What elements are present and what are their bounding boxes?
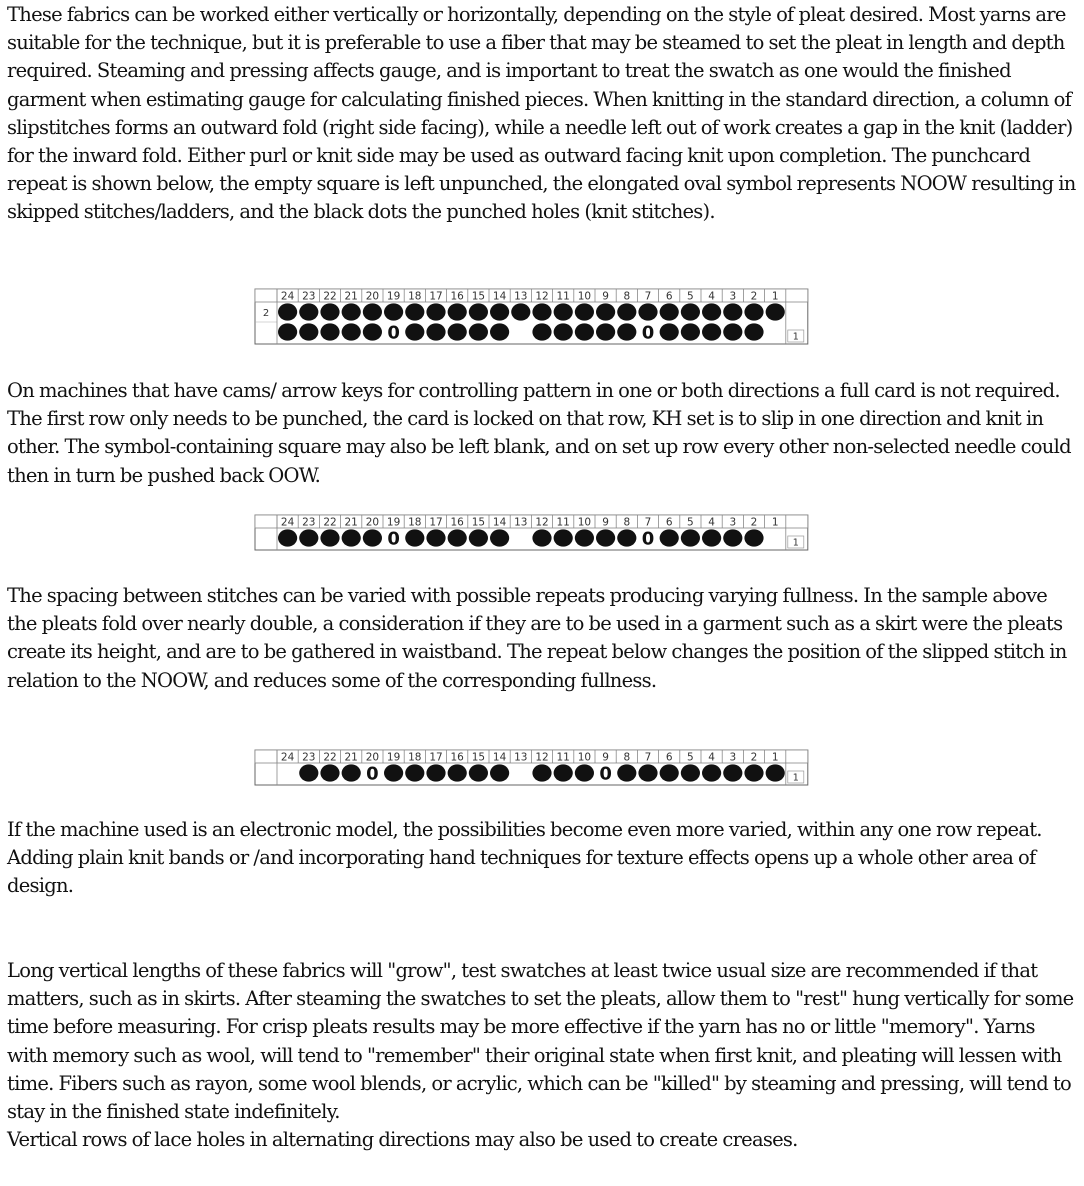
punched-hole	[342, 323, 361, 340]
cams-paragraph: On machines that have cams/ arrow keys for controlling pattern in one or both directions a full card is not required. The first row only needs to be punched, the card is locked on that row, KH set is to slip in one direction and knit in other. The symbol-containing square may also be left blank, and on set up row every other non-selected needle could then in turn be pushed back OOW.	[7, 379, 1071, 487]
punched-hole	[426, 529, 445, 546]
punched-hole	[426, 764, 445, 781]
column-label-16: 16	[450, 751, 464, 764]
punched-hole	[575, 323, 594, 340]
column-label-13: 13	[514, 751, 528, 764]
column-label-20: 20	[365, 751, 380, 764]
punched-hole	[723, 764, 742, 781]
punched-hole	[660, 529, 679, 546]
column-label-18: 18	[408, 516, 422, 529]
column-label-15: 15	[471, 516, 486, 529]
punched-hole	[448, 529, 467, 546]
punched-hole	[405, 303, 424, 320]
punched-hole	[596, 529, 615, 546]
column-label-8: 8	[623, 516, 631, 529]
column-label-21: 21	[344, 290, 358, 303]
column-label-17: 17	[429, 751, 443, 764]
growth-paragraph: Long vertical lengths of these fabrics will "grow", test swatches at least twice usual size are recommended if that matters, such as in skirts. After steaming the swatches to set the pleats, allow them to "rest" hung vertically for some time before measuring. For crisp pleats results may be more effective if the yarn has no or little "memory". Yarns with memory such as wool, will tend to "remember" their original state when first knit, and pleating will lessen with time. Fibers such as rayon, some wool blends, or acrylic, which can be "killed" by steaming and pressing, will tend to stay in the finished state indefinitely. Vertical rows of lace holes in alternating directions may also be used to create creases.	[7, 959, 1074, 1152]
column-label-12: 12	[535, 516, 549, 529]
column-label-4: 4	[708, 516, 715, 529]
column-label-22: 22	[323, 290, 337, 303]
punched-hole	[596, 303, 615, 320]
punched-hole	[342, 764, 361, 781]
punched-hole	[363, 303, 382, 320]
noow-oval-symbol: 0	[641, 528, 655, 550]
column-label-16: 16	[450, 290, 464, 303]
punched-hole	[278, 323, 297, 340]
electronic-paragraph: If the machine used is an electronic model, the possibilities become even more varied, within any one row repeat. Adding plain knit bands or /and incorporating hand techniques for texture effects opens up a whole other area of design.	[7, 818, 1042, 898]
punched-hole	[490, 303, 509, 320]
punched-hole	[384, 764, 403, 781]
punched-hole	[342, 529, 361, 546]
punchcard-chart-single-row	[254, 514, 809, 551]
punched-hole	[554, 303, 573, 320]
column-label-12: 12	[535, 751, 549, 764]
punched-hole	[638, 764, 657, 781]
punchcard-chart-full-svg	[254, 288, 809, 345]
column-label-2: 2	[750, 290, 758, 303]
punched-hole	[681, 764, 700, 781]
column-label-11: 11	[556, 516, 570, 529]
punched-hole	[702, 764, 721, 781]
column-label-6: 6	[665, 290, 673, 303]
punched-hole	[490, 529, 509, 546]
punched-hole	[660, 323, 679, 340]
column-label-6: 6	[665, 516, 673, 529]
column-label-24: 24	[280, 516, 295, 529]
punched-hole	[490, 764, 509, 781]
punched-hole	[596, 323, 615, 340]
punched-hole	[617, 323, 636, 340]
column-label-19: 19	[386, 290, 401, 303]
row-label-1: 1	[792, 772, 799, 784]
punched-hole	[532, 323, 551, 340]
punched-hole	[702, 303, 721, 320]
row-label-1: 1	[792, 331, 799, 343]
punched-hole	[426, 323, 445, 340]
punched-hole	[660, 764, 679, 781]
column-label-23: 23	[302, 751, 316, 764]
punched-hole	[723, 303, 742, 320]
punched-hole	[405, 323, 424, 340]
punched-hole	[575, 764, 594, 781]
column-label-13: 13	[514, 516, 528, 529]
punched-hole	[448, 764, 467, 781]
punched-hole	[681, 529, 700, 546]
column-label-16: 16	[450, 516, 464, 529]
column-label-2: 2	[750, 751, 758, 764]
punched-hole	[744, 529, 763, 546]
punched-hole	[469, 303, 488, 320]
punched-hole	[660, 303, 679, 320]
punched-hole	[469, 764, 488, 781]
punched-hole	[744, 764, 763, 781]
punched-hole	[448, 323, 467, 340]
column-label-21: 21	[344, 751, 358, 764]
column-label-15: 15	[471, 751, 486, 764]
punched-hole	[744, 303, 763, 320]
noow-oval-symbol: 0	[599, 763, 612, 785]
column-label-8: 8	[623, 290, 631, 303]
column-label-18: 18	[408, 290, 422, 303]
punched-hole	[575, 303, 594, 320]
punched-hole	[744, 323, 763, 340]
column-label-19: 19	[386, 516, 401, 529]
column-label-14: 14	[492, 516, 507, 529]
punched-hole	[723, 529, 742, 546]
column-label-7: 7	[644, 290, 652, 303]
column-label-9: 9	[602, 751, 609, 764]
noow-oval-symbol: 0	[366, 763, 379, 785]
punched-hole	[554, 764, 573, 781]
column-label-1: 1	[771, 516, 779, 529]
punched-hole	[511, 303, 530, 320]
punched-hole	[617, 764, 636, 781]
column-label-11: 11	[556, 290, 570, 303]
punched-hole	[405, 529, 424, 546]
column-label-3: 3	[729, 290, 737, 303]
punched-hole	[320, 303, 339, 320]
punched-hole	[342, 303, 361, 320]
punched-hole	[575, 529, 594, 546]
noow-oval-symbol: 0	[387, 528, 400, 550]
column-label-14: 14	[492, 290, 507, 303]
column-label-2: 2	[750, 516, 758, 529]
intro-paragraph: These fabrics can be worked either vertically or horizontally, depending on the style of pleat desired. Most yarns are suitable for the technique, but it is preferable to use a fiber that may be steamed to set the pleat in length and depth required. Steaming and pressing affects gauge, and is important to treat the swatch as one would the finished garment when estimating gauge for calculating finished pieces. When knitting in the standard direction, a column of slipstitches forms an outward fold (right side facing), while a needle left out of work creates a gap in the knit (ladder) for the inward fold. Either purl or knit side may be used as outward facing knit upon completion. The punchcard repeat is shown below, the empty square is left unpunched, the elongated oval symbol represents NOOW resulting in skipped stitches/ladders, and the black dots the punched holes (knit stitches).	[7, 3, 1076, 224]
column-label-10: 10	[577, 290, 592, 303]
column-label-19: 19	[386, 751, 401, 764]
punched-hole	[405, 764, 424, 781]
column-label-5: 5	[687, 751, 694, 764]
punched-hole	[723, 323, 742, 340]
column-label-20: 20	[365, 516, 380, 529]
punched-hole	[681, 303, 700, 320]
column-label-17: 17	[429, 290, 443, 303]
column-label-5: 5	[687, 290, 694, 303]
punched-hole	[363, 529, 382, 546]
column-label-22: 22	[323, 516, 337, 529]
column-label-24: 24	[280, 751, 295, 764]
column-label-24: 24	[280, 290, 295, 303]
punched-hole	[426, 303, 445, 320]
punched-hole	[320, 764, 339, 781]
punchcard-chart-single-row-svg	[254, 514, 809, 551]
punched-hole	[299, 303, 318, 320]
column-label-4: 4	[708, 290, 715, 303]
punched-hole	[490, 323, 509, 340]
punched-hole	[299, 529, 318, 546]
column-label-6: 6	[665, 751, 673, 764]
column-label-22: 22	[323, 751, 337, 764]
column-label-9: 9	[602, 516, 609, 529]
punched-hole	[278, 303, 297, 320]
column-label-1: 1	[771, 290, 779, 303]
column-label-12: 12	[535, 290, 549, 303]
punched-hole	[278, 529, 297, 546]
column-label-3: 3	[729, 751, 737, 764]
column-label-15: 15	[471, 290, 486, 303]
punched-hole	[363, 323, 382, 340]
punched-hole	[299, 764, 318, 781]
row-label-1: 1	[792, 537, 799, 549]
punched-hole	[448, 303, 467, 320]
column-label-11: 11	[556, 751, 570, 764]
punched-hole	[766, 303, 785, 320]
punched-hole	[384, 303, 403, 320]
column-label-5: 5	[687, 516, 694, 529]
punched-hole	[320, 529, 339, 546]
punchcard-chart-reduced-fullness-svg	[254, 749, 809, 786]
column-label-9: 9	[602, 290, 609, 303]
column-label-23: 23	[302, 290, 316, 303]
column-label-7: 7	[644, 751, 652, 764]
punched-hole	[638, 303, 657, 320]
punched-hole	[532, 303, 551, 320]
punched-hole	[320, 323, 339, 340]
column-label-8: 8	[623, 751, 631, 764]
spacing-paragraph: The spacing between stitches can be varied with possible repeats producing varying fullness. In the sample above the pleats fold over nearly double, a consideration if they are to be used in a garment such as a skirt were the pleats create its height, and are to be gathered in waistband. The repeat below changes the position of the slipped stitch in relation to the NOOW, and reduces some of the corresponding fullness.	[7, 584, 1067, 692]
column-label-7: 7	[644, 516, 652, 529]
punchcard-chart-reduced-fullness	[254, 749, 809, 786]
column-label-4: 4	[708, 751, 715, 764]
punched-hole	[299, 323, 318, 340]
punched-hole	[554, 323, 573, 340]
punched-hole	[766, 764, 785, 781]
punched-hole	[532, 764, 551, 781]
punched-hole	[554, 529, 573, 546]
row-label-2: 2	[262, 308, 270, 319]
punched-hole	[532, 529, 551, 546]
column-label-13: 13	[514, 290, 528, 303]
punched-hole	[469, 323, 488, 340]
column-label-10: 10	[577, 516, 592, 529]
column-label-18: 18	[408, 751, 422, 764]
column-label-21: 21	[344, 516, 358, 529]
column-label-1: 1	[771, 751, 779, 764]
column-label-3: 3	[729, 516, 737, 529]
column-label-17: 17	[429, 516, 443, 529]
punched-hole	[469, 529, 488, 546]
punched-hole	[617, 529, 636, 546]
column-label-14: 14	[492, 751, 507, 764]
punchcard-chart-full	[254, 288, 809, 345]
punched-hole	[702, 529, 721, 546]
column-label-20: 20	[365, 290, 380, 303]
noow-oval-symbol: 0	[641, 322, 655, 344]
column-label-23: 23	[302, 516, 316, 529]
noow-oval-symbol: 0	[387, 322, 400, 344]
punched-hole	[702, 323, 721, 340]
punched-hole	[681, 323, 700, 340]
column-label-10: 10	[577, 751, 592, 764]
punched-hole	[617, 303, 636, 320]
